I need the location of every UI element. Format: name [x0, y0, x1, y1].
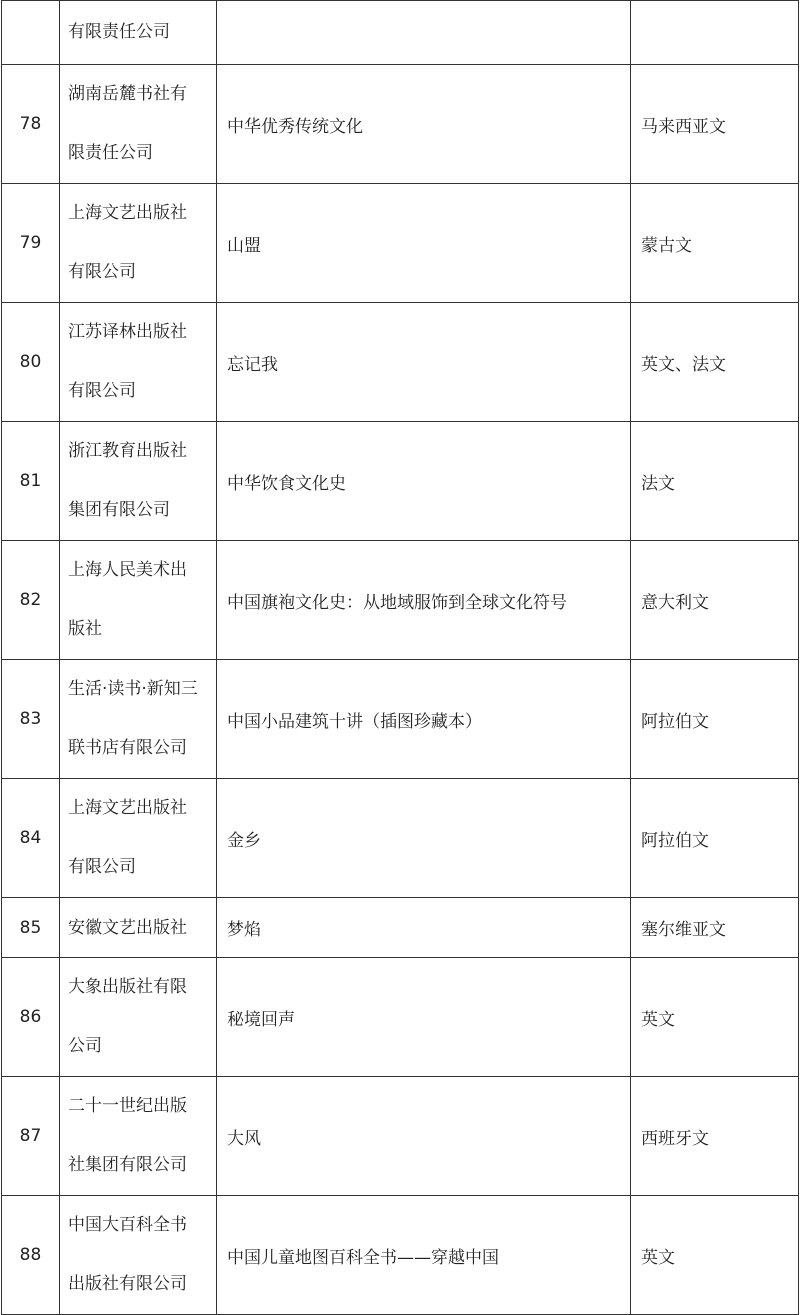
title-cell: 中国儿童地图百科全书——穿越中国	[217, 1196, 631, 1315]
publisher-cell	[60, 898, 217, 958]
title-cell: 山盟	[217, 184, 631, 303]
table-row	[2, 303, 799, 422]
publisher-line: 限责任公司	[68, 143, 153, 163]
publisher-line: 集团有限公司	[68, 500, 170, 520]
publisher-line: 有限公司	[68, 857, 136, 877]
title-cell: 中国旗袍文化史：从地域服饰到全球文化符号	[217, 541, 631, 660]
publication-table	[1, 0, 799, 1315]
row-number	[2, 1, 60, 65]
publisher-line: 社集团有限公司	[68, 1155, 187, 1175]
publisher-line: 联书店有限公司	[68, 738, 187, 758]
language-cell	[631, 1, 799, 65]
language-cell: 阿拉伯文	[631, 779, 799, 898]
publisher-cell	[60, 422, 217, 541]
publisher-line: 生活·读书·新知三	[68, 679, 198, 699]
publisher-line: 浙江教育出版社	[68, 441, 187, 461]
row-number: 78	[2, 65, 60, 184]
language-cell: 英文	[631, 958, 799, 1077]
title-cell: 秘境回声	[217, 958, 631, 1077]
publisher-cell	[60, 958, 217, 1077]
publisher-line: 有限公司	[68, 262, 136, 282]
publisher-line: 公司	[68, 1036, 102, 1056]
table-row	[2, 898, 799, 958]
publisher-line: 有限责任公司	[68, 22, 170, 42]
row-number: 84	[2, 779, 60, 898]
title-cell: 忘记我	[217, 303, 631, 422]
row-number: 83	[2, 660, 60, 779]
publisher-line: 出版社有限公司	[68, 1274, 187, 1294]
table-row	[2, 779, 799, 898]
language-cell: 塞尔维亚文	[631, 898, 799, 958]
title-cell: 中国小品建筑十讲（插图珍藏本）	[217, 660, 631, 779]
row-number: 85	[2, 898, 60, 958]
row-number: 87	[2, 1077, 60, 1196]
table-row	[2, 541, 799, 660]
table-row	[2, 1, 799, 65]
publisher-cell	[60, 184, 217, 303]
publisher-cell	[60, 65, 217, 184]
language-cell: 意大利文	[631, 541, 799, 660]
language-cell: 阿拉伯文	[631, 660, 799, 779]
table-row	[2, 65, 799, 184]
table-row	[2, 1196, 799, 1315]
language-cell: 西班牙文	[631, 1077, 799, 1196]
table-row	[2, 958, 799, 1077]
row-number: 88	[2, 1196, 60, 1315]
publisher-cell	[60, 1077, 217, 1196]
row-number: 80	[2, 303, 60, 422]
title-cell	[217, 1, 631, 65]
publisher-line: 二十一世纪出版	[68, 1096, 187, 1116]
table-row	[2, 660, 799, 779]
row-number: 86	[2, 958, 60, 1077]
language-cell: 蒙古文	[631, 184, 799, 303]
publisher-cell	[60, 303, 217, 422]
language-cell: 英文、法文	[631, 303, 799, 422]
title-cell: 金乡	[217, 779, 631, 898]
publisher-cell	[60, 779, 217, 898]
publisher-line: 上海人民美术出	[68, 560, 187, 580]
publisher-line: 江苏译林出版社	[68, 322, 187, 342]
publisher-cell	[60, 1, 217, 65]
title-cell: 梦焰	[217, 898, 631, 958]
table-row	[2, 422, 799, 541]
publisher-line: 安徽文艺出版社	[68, 917, 187, 938]
table-row	[2, 184, 799, 303]
publisher-line: 中国大百科全书	[68, 1215, 187, 1235]
table-row	[2, 1077, 799, 1196]
language-cell: 马来西亚文	[631, 65, 799, 184]
row-number: 81	[2, 422, 60, 541]
publisher-line: 有限公司	[68, 381, 136, 401]
publisher-cell	[60, 541, 217, 660]
publisher-line: 湖南岳麓书社有	[68, 84, 187, 104]
title-cell: 中华饮食文化史	[217, 422, 631, 541]
publisher-line: 版社	[68, 619, 102, 639]
title-cell: 中华优秀传统文化	[217, 65, 631, 184]
row-number: 79	[2, 184, 60, 303]
publisher-line: 大象出版社有限	[68, 977, 187, 997]
publisher-line: 上海文艺出版社	[68, 203, 187, 223]
language-cell: 法文	[631, 422, 799, 541]
title-cell: 大风	[217, 1077, 631, 1196]
publisher-line: 上海文艺出版社	[68, 798, 187, 818]
row-number: 82	[2, 541, 60, 660]
publisher-cell	[60, 660, 217, 779]
publisher-cell	[60, 1196, 217, 1315]
language-cell: 英文	[631, 1196, 799, 1315]
